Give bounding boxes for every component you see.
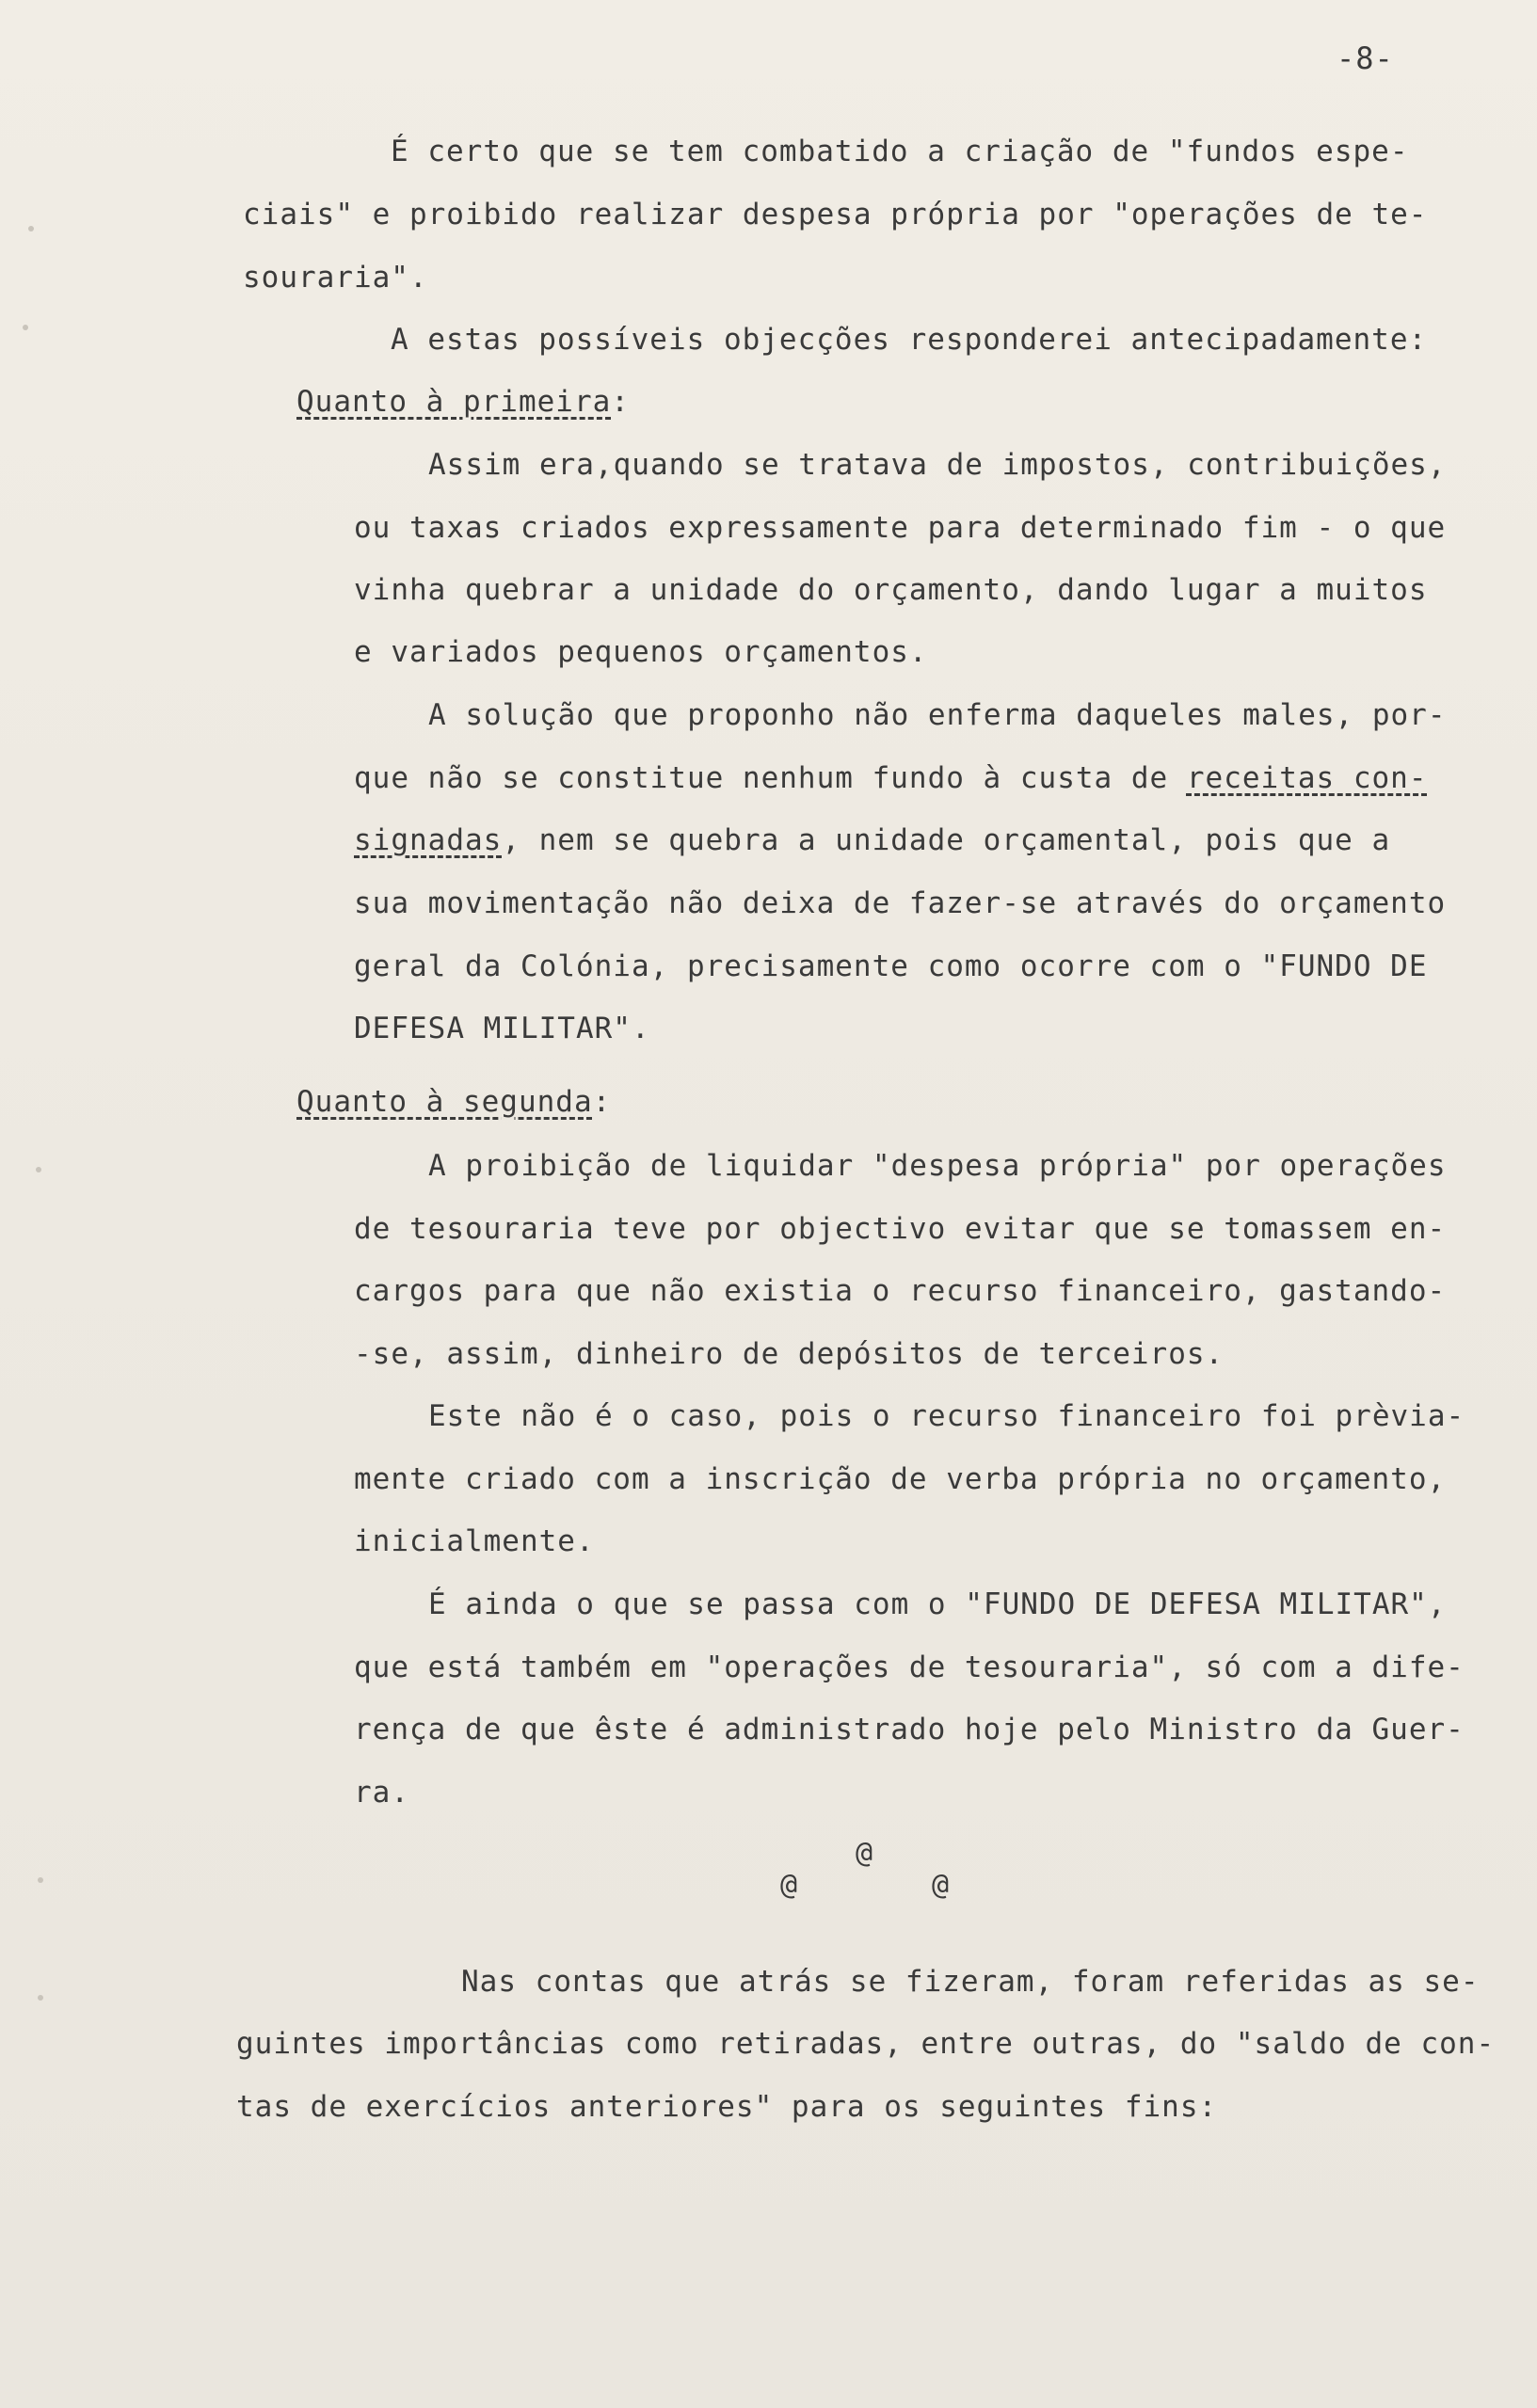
text-segment: que não se constitue nenhum fundo à custa de [354,761,1187,795]
text-line [354,759,1428,797]
text-line: DEFESA MILITAR". [354,1012,650,1045]
text-line: geral da Colónia, precisamente como ocorre com o "FUNDO DE [354,949,1428,983]
text-line: Este não é o caso, pois o recurso financeiro foi prèvia- [428,1399,1465,1433]
separator-mark: @ [856,1837,874,1870]
text-line: Nas contas que atrás se fizeram, foram referidas as se- [461,1965,1480,1999]
separator-mark: @ [780,1869,799,1902]
heading-colon: : [592,1085,612,1119]
text-line: É certo que se tem combatido a criação de "fundos espe- [391,135,1409,168]
text-line: É ainda o que se passa com o "FUNDO DE DEFESA MILITAR", [428,1587,1447,1621]
text-line: rença de que êste é administrado hoje pelo Ministro da Guer- [354,1713,1465,1746]
heading-text: Quanto à segunda [296,1085,593,1119]
text-line: -se, assim, dinheiro de depósitos de terceiros. [354,1337,1225,1371]
paper-speck [38,1995,43,2001]
text-line: que está também em "operações de tesouraria", só com a dife- [354,1651,1465,1684]
heading-text: Quanto à primeira [296,385,612,419]
text-line: A solução que proponho não enferma daqueles males, por- [428,698,1447,732]
text-line: souraria". [243,261,428,295]
paper-speck [28,226,34,231]
underlined-text: receitas con- [1186,761,1428,795]
paper-speck [23,325,28,330]
text-line [354,821,1390,859]
text-line: cargos para que não existia o recurso financeiro, gastando- [354,1274,1447,1308]
page-number: -8- [1337,40,1394,76]
text-line: ra. [354,1776,409,1810]
text-line: tas de exercícios anteriores" para os seguintes fins: [236,2090,1218,2124]
heading-colon: : [611,385,630,419]
text-line: ciais" e proibido realizar despesa própria por "operações de te- [243,198,1428,231]
section-heading [296,1083,611,1121]
text-line: e variados pequenos orçamentos. [354,635,928,669]
text-line: de tesouraria teve por objectivo evitar que se tomassem en- [354,1212,1447,1246]
text-line: guintes importâncias como retiradas, entre outras, do "saldo de con- [236,2027,1496,2061]
underlined-text: signadas [354,823,503,857]
text-line: ou taxas criados expressamente para determinado fim - o que [354,511,1447,545]
text-line: Assim era,quando se tratava de impostos, contribuições, [428,448,1447,482]
text-segment: , nem se quebra a unidade orçamental, pois que a [502,823,1391,857]
text-line: mente criado com a inscrição de verba própria no orçamento, [354,1462,1447,1496]
text-line: inicialmente. [354,1524,595,1558]
text-line: sua movimentação não deixa de fazer-se através do orçamento [354,886,1447,920]
separator-mark: @ [932,1869,951,1902]
text-line: A proibição de liquidar "despesa própria" por operações [428,1149,1447,1183]
section-heading [296,383,630,421]
paper-speck [38,1877,43,1883]
text-line: vinha quebrar a unidade do orçamento, dando lugar a muitos [354,573,1428,607]
text-line: A estas possíveis objecções responderei antecipadamente: [391,323,1428,357]
paper-speck [36,1167,41,1172]
